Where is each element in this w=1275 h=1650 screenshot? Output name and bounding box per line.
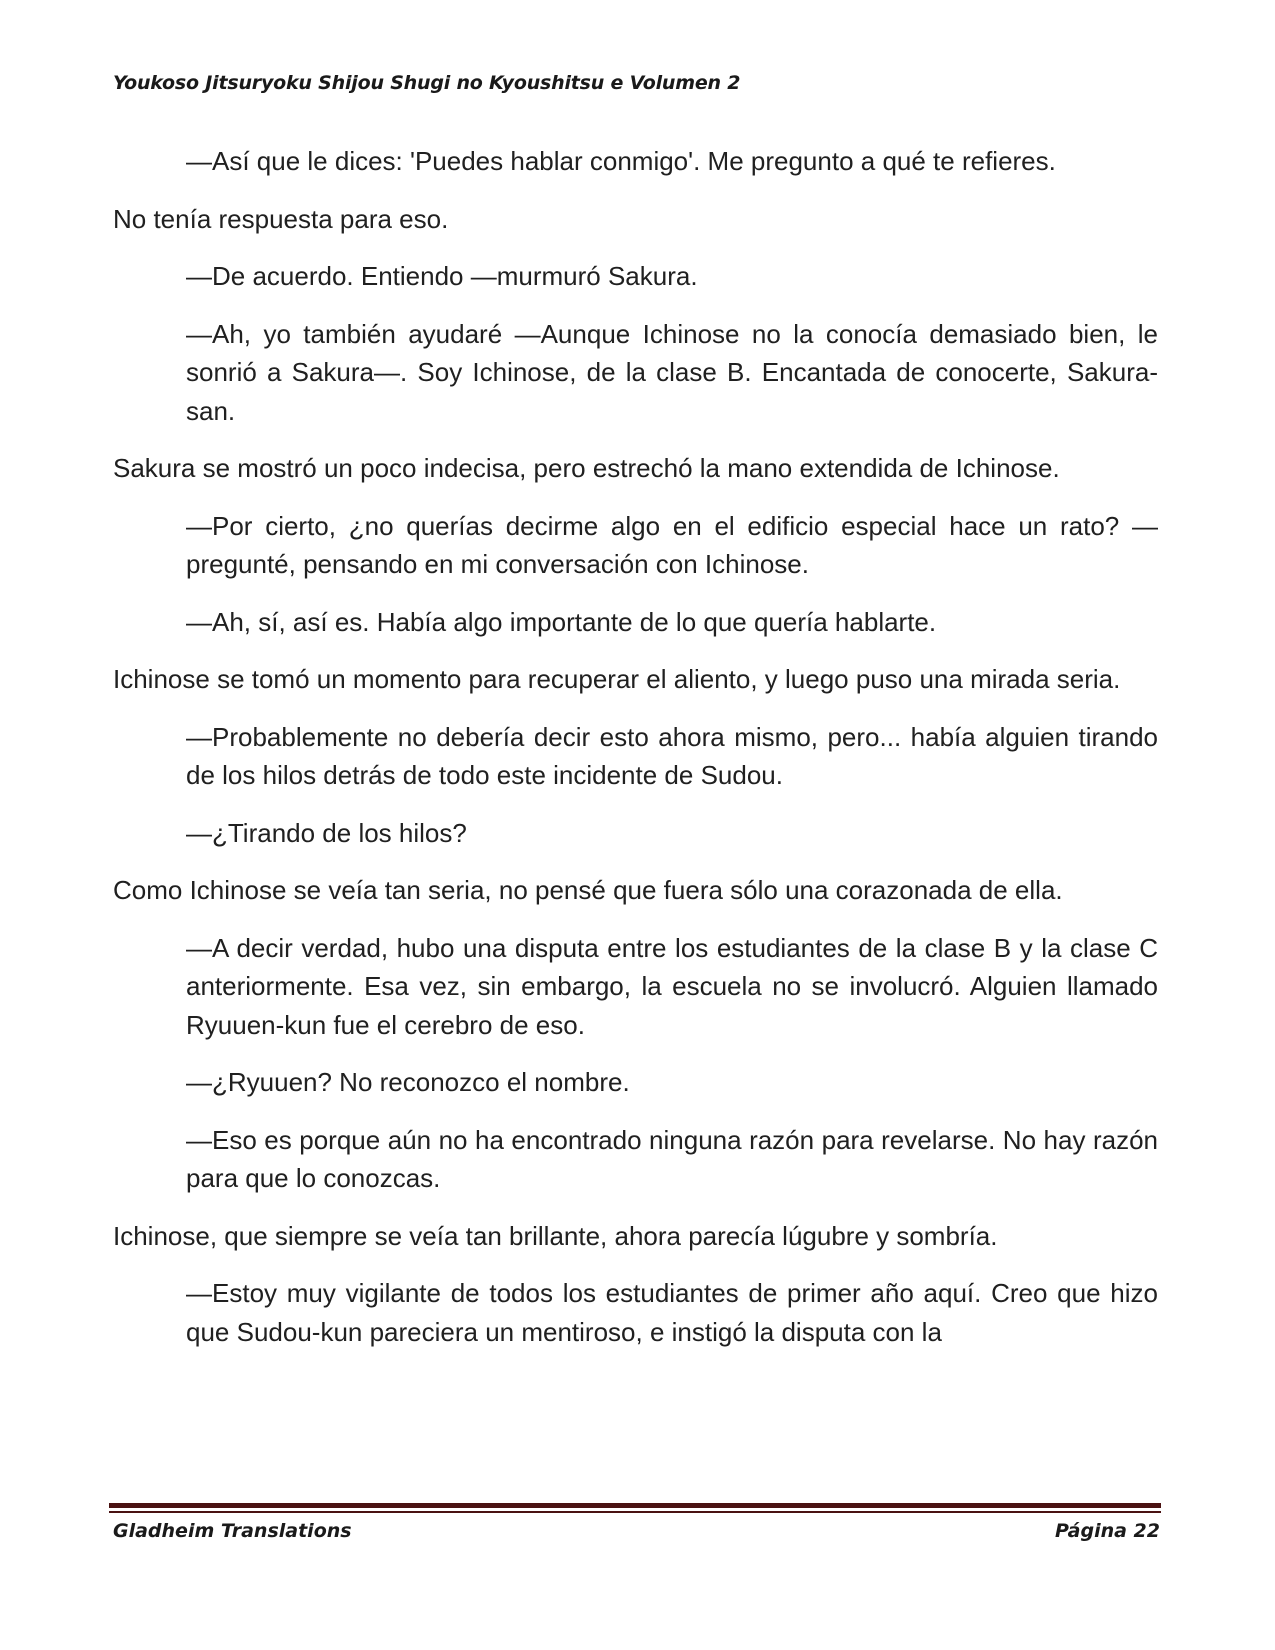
paragraph: —Así que le dices: 'Puedes hablar conmigo'. Me pregunto a qué te refieres. [186, 146, 1056, 176]
running-header-title: Youkoso Jitsuryoku Shijou Shugi no Kyoushitsu e Volumen 2 [113, 72, 741, 94]
footer-divider [109, 1503, 1161, 1508]
paragraph: —Ah, yo también ayudaré —Aunque Ichinose no la conocía demasiado bien, le sonrió a Sakura—. Soy Ichinose, de la clase B. Encantada de conocerte, Sakura-san. [186, 318, 1158, 426]
paragraph: —Estoy muy vigilante de todos los estudiantes de primer año aquí. Creo que hizo que Sudou-kun pareciera un mentiroso, e instigó la disputa con la [186, 1278, 1158, 1347]
paragraph: —Por cierto, ¿no querías decirme algo en el edificio especial hace un rato? —pregunté, pensando en mi conversación con Ichinose. [186, 510, 1158, 579]
paragraph: Como Ichinose se veía tan seria, no pensé que fuera sólo una corazonada de ella. [113, 875, 1063, 905]
paragraph: —¿Ryuuen? No reconozco el nombre. [186, 1067, 630, 1097]
paragraph: Sakura se mostró un poco indecisa, pero estrechó la mano extendida de Ichinose. [113, 453, 1060, 483]
paragraph: Ichinose se tomó un momento para recuperar el aliento, y luego puso una mirada seria. [113, 664, 1121, 694]
paragraph: Ichinose, que siempre se veía tan brillante, ahora parecía lúgubre y sombría. [113, 1220, 998, 1251]
paragraph: —Eso es porque aún no ha encontrado ninguna razón para revelarse. No hay razón para que lo conozcas. [186, 1124, 1158, 1193]
footer-divider-thin [109, 1511, 1161, 1513]
paragraph: —¿Tirando de los hilos? [186, 817, 467, 848]
paragraph: —A decir verdad, hubo una disputa entre los estudiantes de la clase B y la clase C anteriormente. Esa vez, sin embargo, la escuela no se involucró. Alguien llamado Ryuuen-kun fue el cerebro de eso. [186, 932, 1158, 1040]
footer-translator-credit: Gladheim Translations [113, 1520, 352, 1542]
body-text [113, 142, 1158, 1370]
paragraph: No tenía respuesta para eso. [113, 203, 449, 234]
footer-page-number: Página 22 [1054, 1520, 1160, 1542]
paragraph: —Ah, sí, así es. Había algo importante de lo que quería hablarte. [186, 606, 937, 637]
paragraph: —De acuerdo. Entiendo —murmuró Sakura. [186, 261, 698, 291]
paragraph: —Probablemente no debería decir esto ahora mismo, pero... había alguien tirando de los hilos detrás de todo este incidente de Sudou. [186, 721, 1158, 790]
